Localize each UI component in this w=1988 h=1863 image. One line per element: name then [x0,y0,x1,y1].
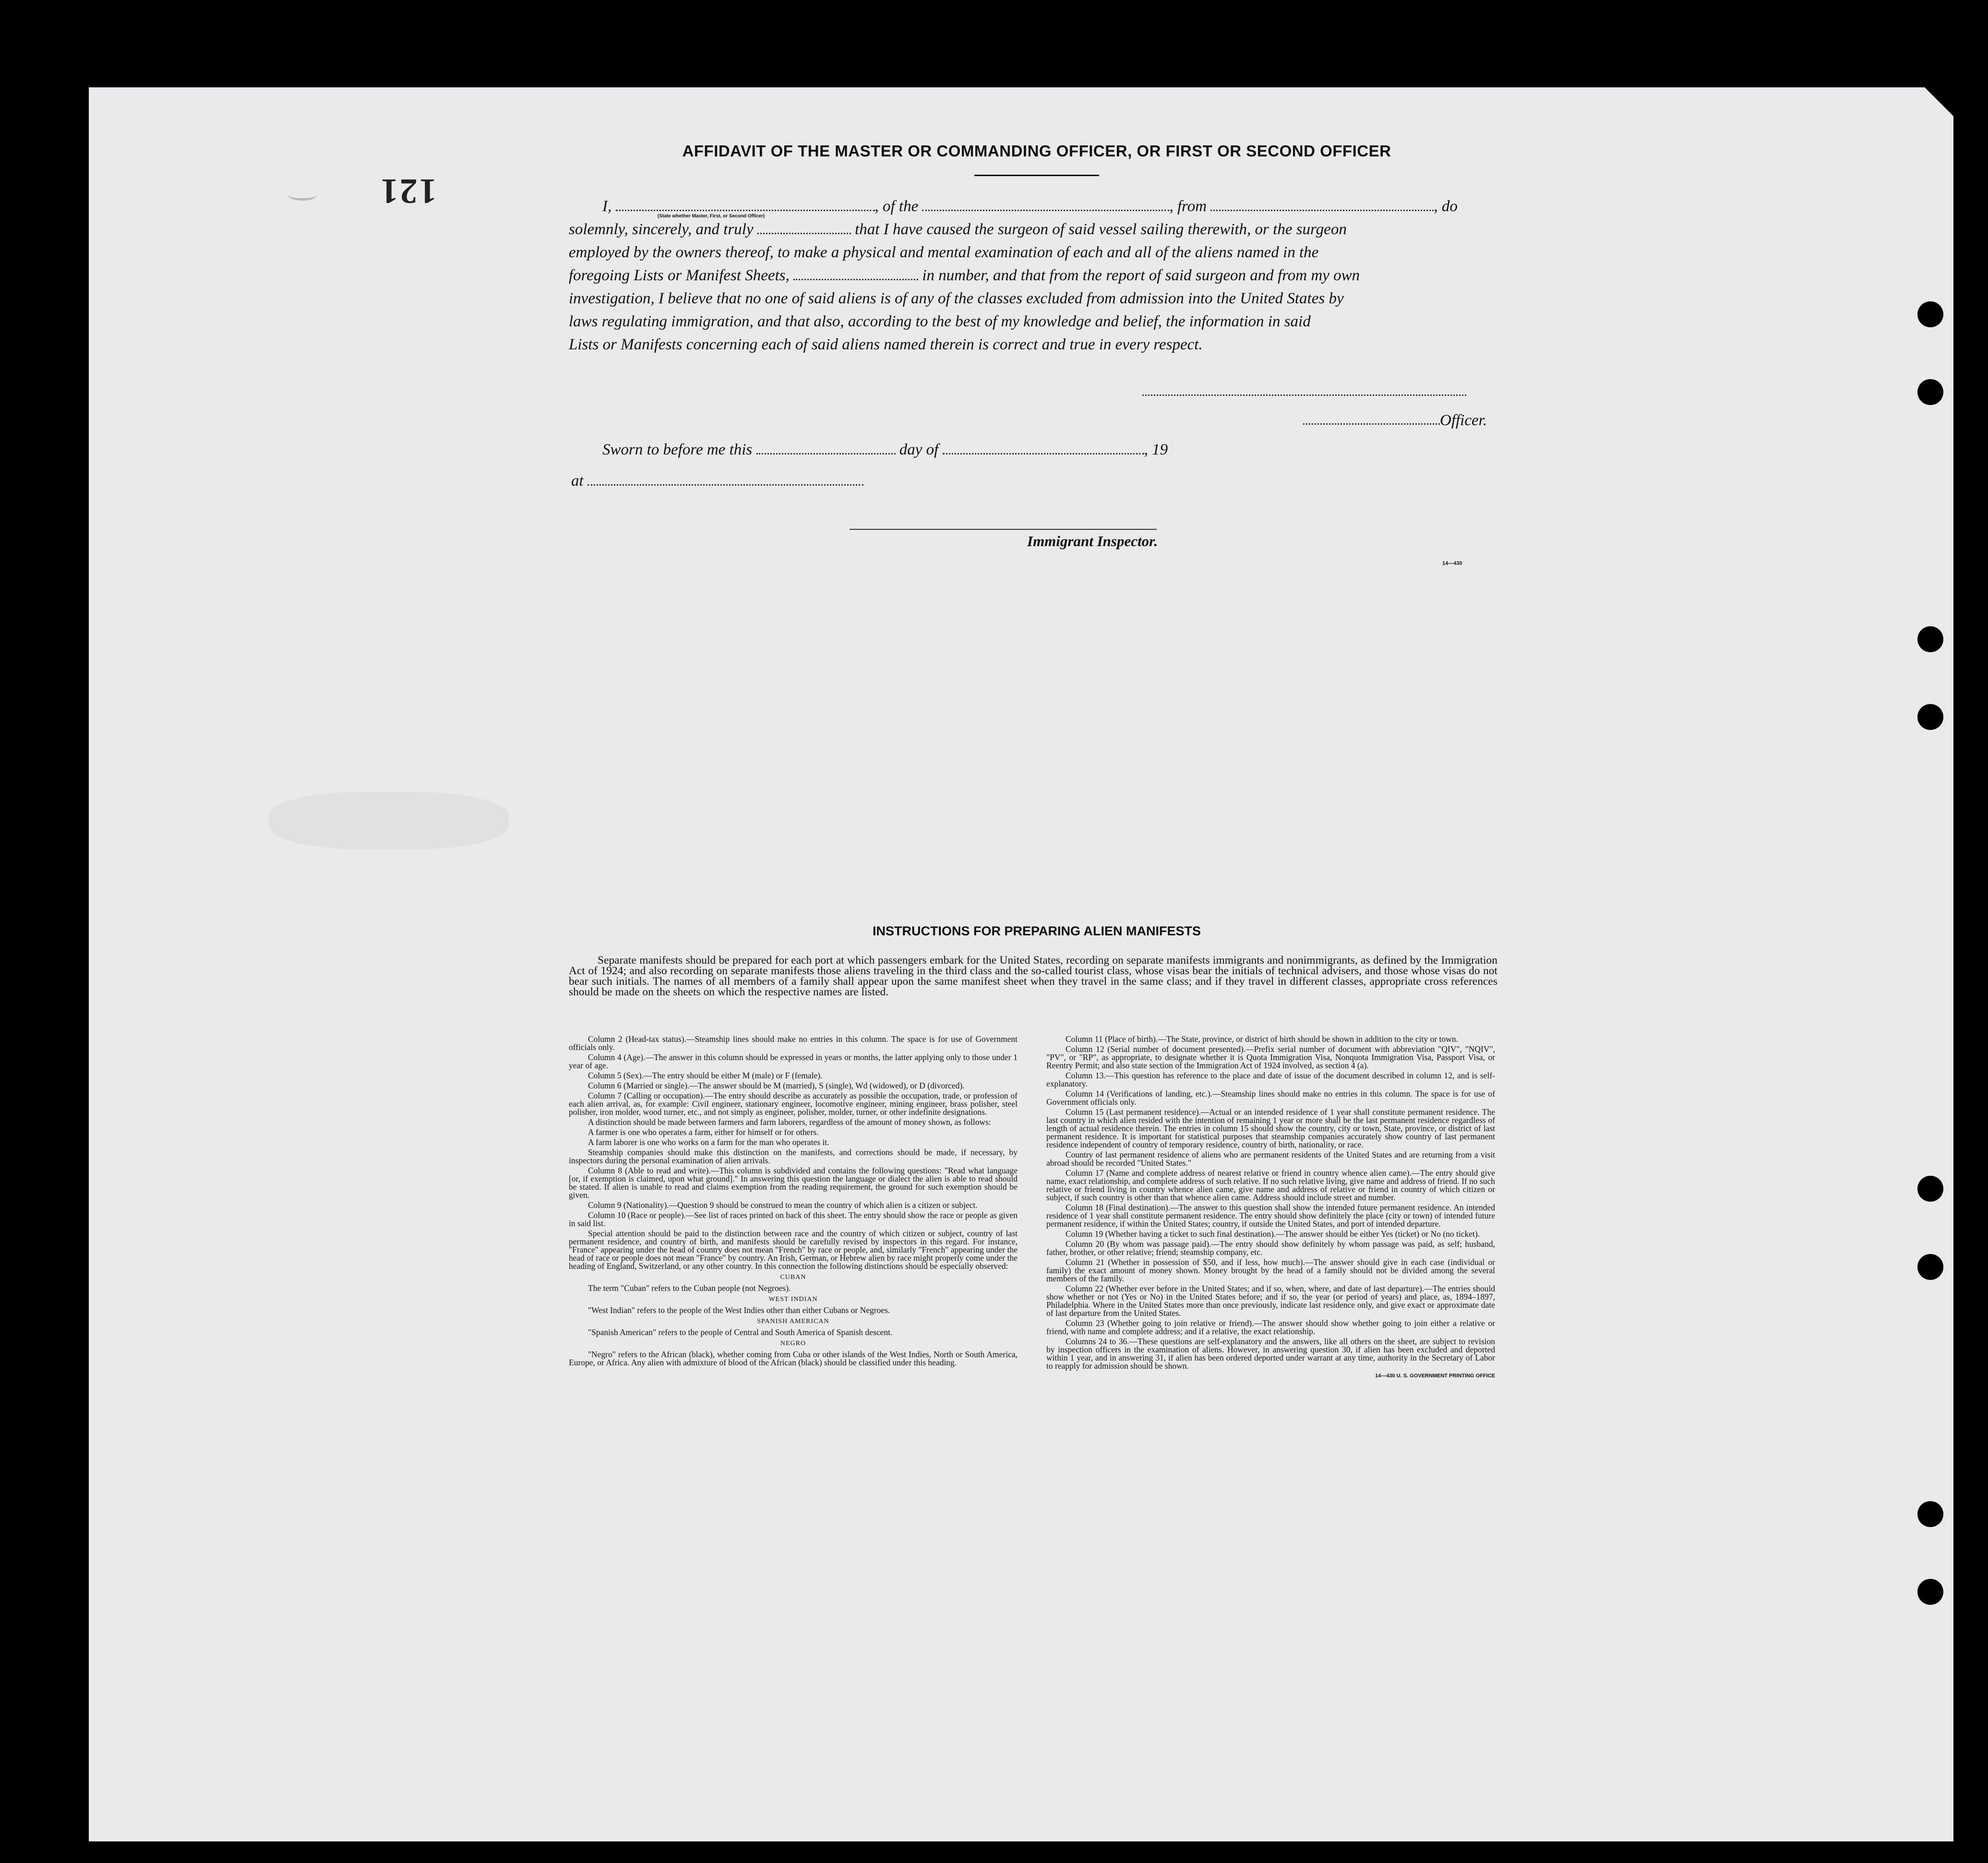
left-paragraph: A farm laborer is one who works on a farm for the man who operates it. [588,1137,829,1147]
instructions-title: INSTRUCTIONS FOR PREPARING ALIEN MANIFESTS [872,924,1201,938]
right-paragraph: Column 14 (Verifications of landing, etc.).—Steamship lines should make no entries in this column. The space is for use of Government officials only. [1046,1089,1495,1107]
left-paragraph: Column 7 (Calling or occupation).—The entry should describe as accurately as possible the occupation, trade, or profession of each alien arrival, as, for example: Civil engineer, stationary engineer, locomotive engineer, mining engineer, brass polisher, steel polisher, iron molder, wood turner, etc., and not simply as engineer, polisher, molder, turner, or other indefinite designations. [569,1091,1018,1117]
sheet-count-blank [793,266,918,280]
left-paragraph: Steamship companies should make this distinction on the manifests, and corrections should be made, if necessary, by inspectors during the personal examination of alien arrivals. [569,1147,1018,1165]
right-paragraph: Column 19 (Whether having a ticket to such final destination).—The answer should be either Yes (ticket) or No (no ticket). [1066,1229,1480,1239]
left-paragraph: Column 10 (Race or people).—See list of races printed on back of this sheet. The entry should show the race or people as given in said list. [569,1210,1018,1228]
left-paragraph: Column 2 (Head-tax status).—Steamship lines should make no entries in this column. The space is for use of Government officials only. [569,1034,1018,1052]
right-paragraph: Column 15 (Last permanent residence).—Actual or an intended residence of 1 year shall constitute permanent residence. The last country in which alien resided with the intention of remaining 1 year or more shall be the last permanent residence regardless of length of actual residence therein. The entries in column 15 should show the country, city or town, State, province, or district of last permanent residence. It is important for statistical purposes that steamship companies accurately show country of last permanent residence independent of country of temporary residence, country of birth, nationality, or race. [1046,1107,1495,1149]
sworn-day-blank [756,441,896,454]
sworn-blank [757,220,851,234]
left-paragraph: Column 5 (Sex).—The entry should be either M (male) or F (female). [588,1071,823,1080]
officer-name-line [1303,423,1440,425]
right-paragraph: Column 12 (Serial number of document presented).—Prefix serial number of document with abbreviation "QIV", "NQIV", "PV", or "RP", as appropriate, to designate whether it is Quota Immigration Visa, Nonquota Immigration Visa, Passport Visa, or Reentry Permit; and also state section of the Immigration Act of 1924 involved, as section 4 (a). [1046,1044,1495,1070]
inspector-signature-line [850,529,1157,530]
right-paragraph: Columns 24 to 36.—These questions are self-explanatory and the answers, like all others on the sheet, are subject to revision by inspection officers in the examination of aliens. However, in answering question 30, if alien has been excluded and deported within 1 year, and in answering 31, if alien has been ordered deported under warrant at any time, authority in the Secretary of Labor to reapply for admission should be shown. [1046,1337,1495,1371]
instructions-intro: Separate manifests should be prepared for each port at which passengers embark for the United States, recording on separate manifests immigrants and nonimmigrants, as defined by the Immigration Act of 1924; and also recording on separate manifests those aliens traveling in the third class and the so-called tourist class, whose visas bear the initials of technical advisers, and those whose visas do not bear such initials. The names of all members of a family shall appear upon the same manifest sheet when they travel in the same class; and if they travel in different classes, appropriate cross references should be made on the sheets on which the respective names are listed. [569,954,1497,998]
cuban-heading: CUBAN [780,1274,806,1281]
affidavit-line-6: laws regulating immigration, and that also, according to the best of my knowledge and belief, the information in said [569,313,1311,330]
port-blank [1210,197,1434,211]
left-paragraph: A farmer is one who operates a farm, either for himself or for others. [588,1127,819,1137]
pencil-mark [288,190,317,201]
form-number: 14—430 [1442,561,1462,566]
binder-hole [1917,1579,1943,1605]
spanish-american-heading: SPANISH AMERICAN [757,1318,829,1325]
page-corner [1925,87,1953,116]
binder-hole [1917,1176,1943,1202]
bleed-through-smudge [269,792,509,849]
signature-line [1142,394,1466,396]
left-paragraph: Column 6 (Married or single).—The answer should be M (married), S (single), Wd (widowed), or D (divorced). [588,1081,965,1090]
right-paragraph: Column 22 (Whether ever before in the United States; and if so, when, where, and date of last departure).—The entries should show whether or not (Yes or No) in the United States before; and if so, the year (or period of years) and place, as, 1894–1897, Philadelphia. Where in the United States more than once previously, indicate last residence only, and give exact or approximate date of last departure from the United States. [1046,1284,1495,1318]
binder-hole [1917,379,1943,405]
west-indian-text: "West Indian" refers to the people of the West Indies other than either Cubans or Negroes. [588,1305,890,1315]
instructions-left-column [569,1035,1018,1369]
binder-hole [1917,1254,1943,1280]
stamp-number: 121 [379,171,437,211]
spanish-american-text: "Spanish American" refers to the people of Central and South America of Spanish descent. [588,1327,893,1337]
vessel-name-blank [922,197,1169,211]
binder-hole [1917,626,1943,652]
left-paragraph: Column 9 (Nationality).—Question 9 should be construed to mean the country of which alien is a citizen or subject. [588,1200,978,1210]
left-paragraph: Column 8 (Able to read and write).—This column is subdivided and contains the following questions: "Read what language [or, if exemption is claimed, upon what ground]." In answering this question the language or dialect the alien is able to read should be stated. If alien is unable to read and claims exemption from the reading requirement, the ground for such exemption should be given. [569,1166,1018,1200]
left-paragraph: Column 4 (Age).—The answer in this column should be expressed in years or months, the latter applying only to those under 1 year of age. [569,1052,1018,1070]
affidavit-body [569,195,1497,356]
right-paragraph: Column 11 (Place of birth).—The State, province, or district of birth should be shown in addition to the city or town. [1066,1034,1458,1044]
binder-hole [1917,704,1943,730]
affidavit-title: AFFIDAVIT OF THE MASTER OR COMMANDING OFFICER, OR FIRST OR SECOND OFFICER [682,142,1391,160]
affidavit-line-5: investigation, I believe that no one of said aliens is of any of the classes excluded from admission into the United States by [569,290,1344,307]
right-paragraph: Column 13.—This question has reference to the place and date of issue of the document described in column 12, and is self-explanatory. [1046,1071,1495,1088]
affidavit-line-2: solemnly, sincerely, and truly that I have caused the surgeon of said vessel sailing therewith, or the surgeon [569,221,1347,238]
at-place-blank [587,472,863,486]
left-paragraph: Special attention should be paid to the distinction between race and the country of which citizen or subject, country of last permanent residence, and country of birth, and manifests should be carefully revised by inspectors in this regard. For instance, "France" appearing under the head of country does not mean "French" by race or people, and, similarly "French" appearing under the head of race or people does not mean "France" by country. An Irish, German, or Hebrew alien by race might properly come under the heading of England, Switzerland, or any other country. In this connection the following distinctions should be especially observed: [569,1229,1018,1271]
officer-label: Officer. [1440,412,1487,429]
at-line: at [571,472,863,490]
affidavit-line-3: employed by the owners thereof, to make a physical and mental examination of each and all of the aliens named in the [569,244,1319,261]
sworn-month-blank [943,441,1144,454]
negro-heading: NEGRO [780,1340,806,1347]
negro-text: "Negro" refers to the African (black), whether coming from Cuba or other islands of the West Indies, North or South America, Europe, or Africa. Any alien with admixture of blood of the African (black) should be classified under this heading. [569,1349,1018,1367]
binder-hole [1917,1501,1943,1527]
cuban-text: The term "Cuban" refers to the Cuban people (not Negroes). [588,1283,791,1293]
binder-hole [1917,301,1943,327]
printer-note: 14—430 U. S. GOVERNMENT PRINTING OFFICE [1375,1373,1495,1379]
title-rule [974,175,1099,176]
right-paragraph: Column 23 (Whether going to join relative or friend).—The answer should show whether going to join either a relative or friend, with name and complete address; and if a relative, the exact relationship. [1046,1318,1495,1336]
sworn-line: Sworn to before me this day of , 19 [602,441,1168,458]
right-paragraph: Country of last permanent residence of aliens who are permanent residents of the United States and are returning from a visit abroad should be recorded "United States." [1046,1150,1495,1168]
officer-rank-blank [616,197,875,211]
left-paragraph: A distinction should be made between farmers and farm laborers, regardless of the amount of money shown, as follows: [588,1117,991,1127]
affidavit-line-4: foregoing Lists or Manifest Sheets, in number, and that from the report of said surgeon and from my own [569,267,1360,284]
affidavit-line-7: Lists or Manifests concerning each of said aliens named therein is correct and true in every respect. [569,336,1203,353]
right-paragraph: Column 18 (Final destination).—The answer to this question shall show the intended future permanent residence. An intended residence of 1 year shall constitute permanent residence. The entry should show definitely the place (city or town) of intended future permanent residence, if within the United States; country, if outside the United States, and port of intended departure. [1046,1203,1495,1229]
right-paragraph: Column 20 (By whom was passage paid).—The entry should show definitely by whom passage was paid, as self; husband, father, brother, or other relative; friend; steamship company, etc. [1046,1239,1495,1257]
right-paragraph: Column 21 (Whether in possession of $50, and if less, how much).—The answer should give in each case (individual or family) the exact amount of money shown. Money brought by the head of a family should not be divided among the several members of the family. [1046,1257,1495,1283]
state-note: (State whether Master, First, or Second Officer) [658,214,765,219]
west-indian-heading: WEST INDIAN [768,1296,818,1303]
inspector-label: Immigrant Inspector. [1027,533,1158,549]
right-paragraph: Column 17 (Name and complete address of nearest relative or friend in country whence alien came).—The entry should give name, exact relationship, and complete address of such relative. If no such relative living, give name and address of friend. If no such relative or friend living in country whence alien came, give name and address of relative or friend in country of which citizen or subject, if such country is other than that whence alien came. Address should include street and number. [1046,1168,1495,1202]
instructions-right-column [1046,1035,1495,1382]
affidavit-line-1: I, , of the , from , do [602,198,1458,215]
